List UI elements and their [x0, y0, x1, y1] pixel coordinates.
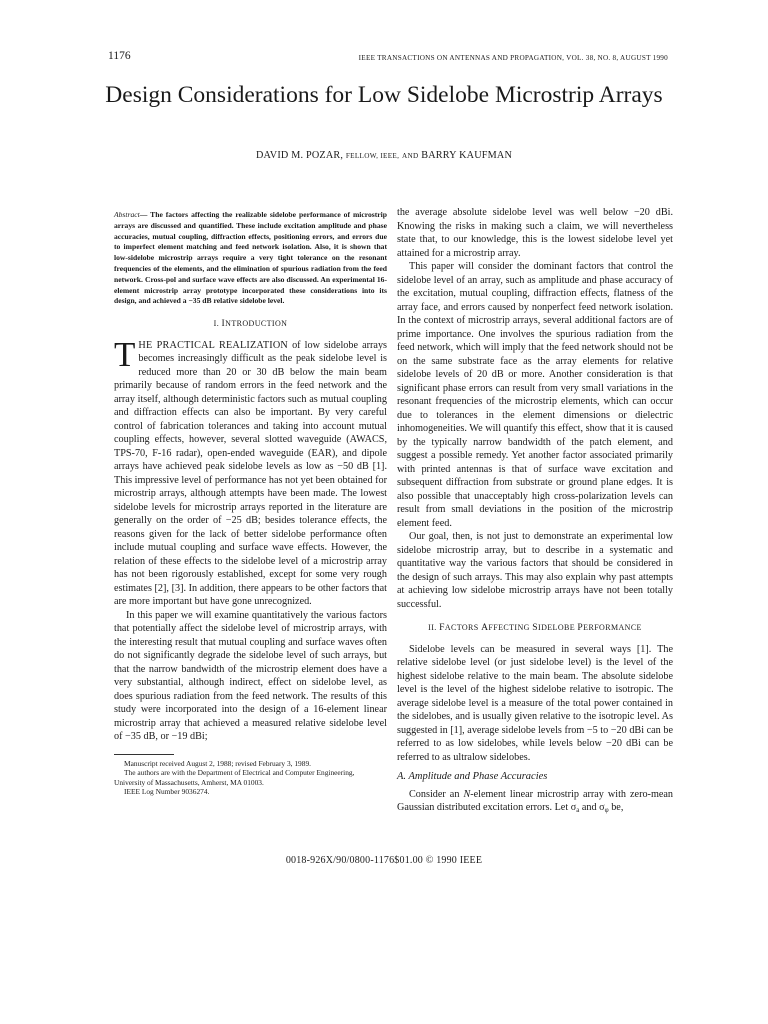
section-1-paragraph-2: In this paper we will examine quantitatively the various factors that potentially affect the sidelobe level of microstrip arrays, with the interesting result that mutual coupling and surface waves often do not significantly degrade the sidelobe level of such arrays, but that the narrow bandwidth of the microstrip element does have a very substantial, although indirect, effect on sidelobe level, as does spurious radiation from the feed network. The results of this study were incorporated into the design of a 16-element linear microstrip array that achieved a measured relative sidelobe level of −35 dB, or −19 dBi;	[114, 609, 387, 743]
lead-in: HE PRACTICAL REALIZATION	[138, 339, 288, 351]
author-line	[80, 150, 688, 161]
page-number: 1176	[108, 50, 131, 62]
pa-part-1: Consider an	[409, 788, 464, 800]
section-1-head-initial: I	[221, 318, 226, 330]
section-1-paragraph-4: Our goal, then, is not just to demonstrate an experimental low sidelobe microstrip array, but to describe in a systematic and quantitative way the various factors that should be considered in the design of such arrays. This may also explain why past attempts at achieving low sidelobe microstrip arrays have not been totally successful.	[397, 531, 673, 610]
pa-part-2: -element linear microstrip array with zero-mean Gaussian distributed excitation errors. Let σ	[397, 788, 674, 813]
section-2-paragraph-1: Sidelobe levels can be measured in several ways [1]. The relative sidelobe level (or just sidelobe level) is the level of the highest sidelobe relative to the main beam. The absolute sidelobe level is the level of the highest sidelobe relative to isotropic. The average sidelobe level is a measure of the total power contained in the sidelobes, and is usually given relative to the isotropic level. As suggested in [1], average sidelobe levels from −5 to −20 dBi can be referred to as low sidelobes, while levels below −20 dBi can be referred to as ultralow sidelobes.	[397, 643, 673, 763]
pa-sub-a: a	[576, 806, 580, 814]
s2-w4-rest: ERFORMANCE	[583, 623, 642, 632]
footnote	[114, 759, 387, 797]
abstract-label: Abstract	[114, 210, 140, 219]
footnote-log-number: IEEE Log Number 9036274.	[124, 787, 210, 797]
copyright-footer: 0018-926X/90/0800-1176$01.00 © 1990 IEEE	[285, 855, 483, 866]
author-1-title: FELLOW, IEEE,	[345, 152, 400, 160]
s2-w3-initial: S	[532, 622, 538, 633]
section-1-heading	[114, 317, 387, 331]
section-1-head-rest: NTRODUCTION	[225, 319, 288, 329]
footnote-rule	[114, 754, 174, 755]
author-1: DAVID M. POZAR,	[255, 150, 344, 161]
subsection-a-heading: A. Amplitude and Phase Accuracies	[397, 771, 548, 782]
section-1-number: I.	[213, 319, 220, 329]
s2-w4-initial: P	[577, 622, 584, 633]
section-1-paragraph-2-cont: the average absolute sidelobe level was well below −20 dBi. Knowing the risks in making such a claim, we will nevertheless state that, to our knowledge, this is the lowest sidelobe level yet attained for a microstrip array.	[397, 207, 673, 259]
right-column	[397, 206, 673, 818]
author-2: BARRY KAUFMAN	[421, 150, 513, 161]
s2-w1-initial: F	[439, 622, 445, 633]
pa-part-3: and σ	[579, 802, 605, 813]
pa-n: N	[463, 788, 471, 800]
section-1-paragraph-1	[114, 334, 388, 609]
pa-sub-phi: φ	[604, 806, 609, 814]
s2-w2-rest: FFECTING	[488, 623, 530, 632]
s2-w1-rest: ACTORS	[444, 623, 479, 632]
footnote-received: Manuscript received August 2, 1988; revised February 3, 1989.	[124, 758, 311, 768]
abstract-text: — The factors affecting the realizable sidelobe performance of microstrip arrays are discussed and quantified. These include excitation amplitude and phase accuracies, mutual coupling, diffraction effects, positioning errors, and errors due to imperfect element matching and feed network isolation. Also, it is shown that low-sidelobe microstrip arrays require a very tight tolerance on the resonant frequencies of the elements, and the elimination of spurious radiation from the feed network. Cross-pol and surface wave effects are also discussed. An experimental 16-element microstrip array prototype incorporated these considerations into its design, and achieved a −35 dB relative sidelobe level.	[114, 210, 387, 306]
author-conjunction: AND	[401, 152, 419, 160]
paper-title: Design Considerations for Low Sidelobe Microstrip Arrays	[105, 82, 663, 108]
running-head: IEEE TRANSACTIONS ON ANTENNAS AND PROPAGATION, VOL. 38, NO. 8, AUGUST 1990	[358, 54, 668, 62]
drop-cap: T	[114, 334, 136, 374]
section-2-number: II.	[428, 623, 437, 632]
section-1-paragraph-3: This paper will consider the dominant factors that control the sidelobe level of an array, such as amplitude and phase accuracy of the excitation, mutual coupling, diffraction effects, flatness of the array face, and errors caused by nonperfect feed network isolation. In the context of microstrip arrays, several additional factors are of prime importance. One involves the spurious radiation from the feed network, which will imply that the feed network should not be on the same substrate face as the array elements for relative sidelobe levels of 20 dB or more. Another consideration is that significant phase errors can result from very small variations in the resonant frequencies of the microstrip elements, which can occur due to tolerances in the element dimensions or dielectric inhomogeneities. We will quantify this effect, show that it is caused by the typically narrow bandwidth of the patch element, and suggest a possible remedy. Yet another factor associated primarily with printed antennas is that of surface wave excitation and subsequent diffraction from substrate or ground plane edges. It is also possible that unacceptably high cross-polarization levels can result from small deviations in the position of the microstrip element feed.	[397, 261, 673, 529]
s2-w2-initial: A	[481, 622, 489, 633]
left-column	[114, 206, 387, 797]
s2-w3-rest: IDELOBE	[538, 623, 576, 632]
abstract	[114, 210, 387, 307]
subsection-a-paragraph	[397, 788, 673, 818]
footnote-affiliation: The authors are with the Department of Electrical and Computer Engineering, University of Massachusetts, Amherst, MA 01003.	[114, 768, 355, 787]
section-1-p1-rest: of low sidelobe arrays becomes increasingly difficult as the peak sidelobe level is reduced more than 20 or 30 dB below the main beam primarily because of random errors in the feed network and the array itself, although deterministic factors such as mutual coupling and diffraction effects can also be important. By very careful control of fabrication tolerances and taking into account mutual coupling effects, however, several slotted waveguide (AWACS, TPS-70, F-16 radar), open-ended waveguide (EAR), and dipole arrays have achieved peak sidelobe levels as low as −50 dB [1]. This impressive level of performance has not yet been obtained for microstrip arrays, although attempts have been made. The lowest sidelobe levels for microstrip arrays reported in the literature are generally on the order of −25 dB; besides tolerance effects, the reasons given for the lack of better sidelobe performance often include mutual coupling and surface wave effects. However, the relation of these effects to the sidelobe level of a microstrip array has not been rigorously established, except for some very rough estimates [2], [3]. In addition, there appears to be other factors that are more important but have gone unrecognized.	[114, 339, 388, 608]
section-2-heading	[397, 621, 673, 635]
pa-part-4: be,	[608, 802, 624, 813]
